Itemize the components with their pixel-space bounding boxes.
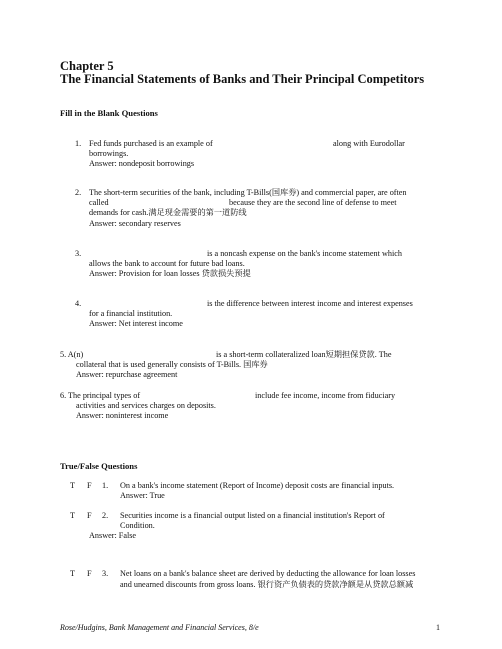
fill-question-3-text-a: is a noncash expense on the bank's income statement which	[207, 249, 402, 258]
tf-3-number: 3.	[102, 569, 109, 578]
fill-question-2-text-c: because they are the second line of defense to meet	[229, 198, 397, 207]
fill-question-5-answer: Answer: repurchase agreement	[76, 370, 178, 379]
fill-question-3-answer: Answer: Provision for loan losses 贷款损失预提	[89, 269, 251, 278]
fill-question-5-text-c: collateral that is used generally consists of T-Bills. 国库券	[76, 360, 268, 369]
section-heading-fill-in: Fill in the Blank Questions	[60, 108, 158, 118]
fill-question-5-text-a: 5. A(n)	[60, 350, 84, 359]
chapter-title: The Financial Statements of Banks and Their Principal Competitors	[60, 72, 425, 86]
fill-question-4-text-b: for a financial institution.	[89, 309, 173, 318]
tf-2-answer: Answer: False	[89, 531, 137, 540]
fill-question-1-number: 1.	[75, 139, 82, 148]
fill-question-4-answer: Answer: Net interest income	[89, 319, 183, 328]
fill-question-2-number: 2.	[75, 188, 82, 197]
fill-question-4-text-a: is the difference between interest income and interest expenses	[207, 299, 413, 308]
fill-question-5-text-b: is a short-term collateralized loan短期担保贷款. The	[216, 350, 392, 359]
tf-1-number: 1.	[102, 481, 109, 490]
page-number: 1	[436, 623, 440, 632]
fill-question-6-text-c: activities and services charges on deposits.	[76, 401, 216, 410]
tf-2-false-option: F	[87, 511, 92, 520]
tf-2-text-a: Securities income is a financial output listed on a financial institution's Report of	[120, 511, 385, 520]
fill-question-1-text-a: Fed funds purchased is an example of	[89, 139, 213, 148]
fill-question-2-text-b: called	[89, 198, 109, 207]
tf-1-false-option: F	[87, 481, 92, 490]
tf-3-false-option: F	[87, 569, 92, 578]
fill-question-2-text-d: demands for cash.满足现金需要的第一道防线	[89, 208, 247, 217]
tf-3-true-option: T	[70, 569, 76, 578]
tf-1-text: On a bank's income statement (Report of Income) deposit costs are financial inputs.	[120, 481, 395, 490]
fill-question-6-text-a: 6. The principal types of	[60, 391, 141, 400]
tf-1-true-option: T	[70, 481, 76, 490]
footer-citation: Rose/Hudgins, Bank Management and Financial Services, 8/e	[60, 623, 259, 632]
chapter-number: Chapter 5	[60, 59, 114, 73]
fill-question-6-answer: Answer: noninterest income	[76, 411, 169, 420]
tf-1-answer: Answer: True	[120, 491, 165, 500]
tf-3-text-b: and unearned discounts from gross loans. 银行资产负债表的贷款净额是从贷款总额减	[120, 580, 414, 589]
fill-question-1-text-c: borrowings.	[89, 149, 129, 158]
fill-question-1-answer: Answer: nondeposit borrowings	[89, 159, 195, 168]
fill-question-4-number: 4.	[75, 299, 82, 308]
section-heading-true-false: True/False Questions	[60, 461, 138, 471]
fill-question-3-number: 3.	[75, 249, 82, 258]
fill-question-3-text-b: allows the bank to account for future bad loans.	[89, 259, 245, 268]
tf-2-true-option: T	[70, 511, 76, 520]
fill-question-1-text-b: along with Eurodollar	[333, 139, 405, 148]
fill-question-2-answer: Answer: secondary reserves	[89, 219, 181, 228]
tf-2-text-b: Condition.	[120, 521, 155, 530]
fill-question-6-text-b: include fee income, income from fiduciary	[255, 391, 396, 400]
tf-3-text-a: Net loans on a bank's balance sheet are derived by deducting the allowance for loan losses	[120, 569, 416, 578]
fill-question-2-text-a: The short-term securities of the bank, including T-Bills(国库券) and commercial paper, are often	[89, 188, 407, 197]
tf-2-number: 2.	[102, 511, 109, 520]
